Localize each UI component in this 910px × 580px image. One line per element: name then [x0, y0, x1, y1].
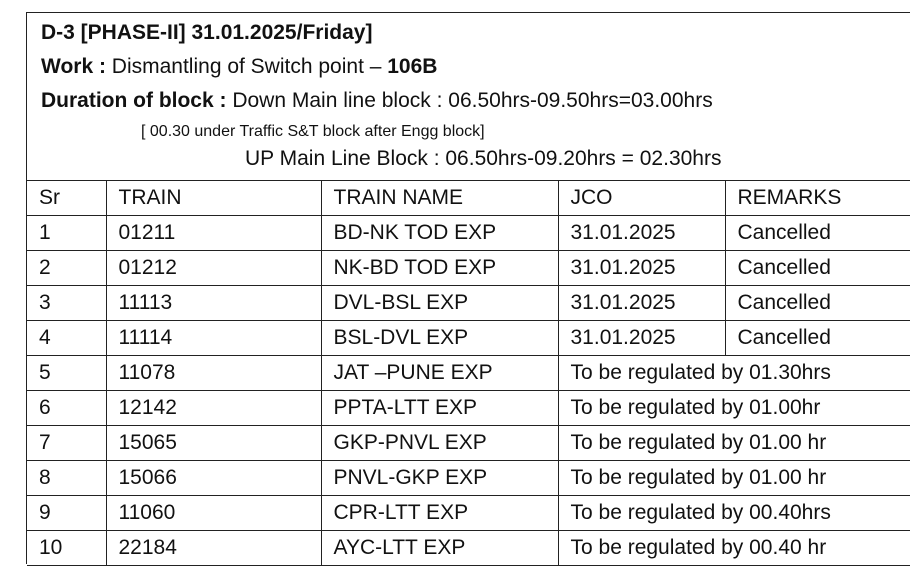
table-row	[27, 531, 910, 566]
cell-regulation: To be regulated by 00.40 hr	[558, 531, 910, 566]
table-row	[27, 251, 910, 286]
cell-regulation: To be regulated by 00.40hrs	[558, 496, 910, 531]
cell-train-name: NK-BD TOD EXP	[321, 251, 558, 286]
cell-sr: 8	[27, 461, 106, 496]
cell-sr: 3	[27, 286, 106, 321]
table-row	[27, 356, 910, 391]
cell-sr: 10	[27, 531, 106, 566]
document-title: D-3 [PHASE-II] 31.01.2025/Friday]	[41, 21, 373, 44]
duration-line	[41, 89, 713, 113]
cell-train: 11078	[106, 356, 321, 391]
cell-train: 01211	[106, 216, 321, 251]
block-note: [ 00.30 under Traffic S&T block after Engg block]	[141, 123, 485, 140]
block-notice-document	[26, 12, 910, 564]
cell-train-name: PNVL-GKP EXP	[321, 461, 558, 496]
work-label: Work :	[41, 55, 106, 78]
cell-remarks: Cancelled	[725, 321, 910, 356]
cell-regulation: To be regulated by 01.00 hr	[558, 461, 910, 496]
cell-regulation: To be regulated by 01.30hrs	[558, 356, 910, 391]
cell-sr: 1	[27, 216, 106, 251]
cell-jco: 31.01.2025	[558, 216, 725, 251]
table-row	[27, 426, 910, 461]
cell-jco: 31.01.2025	[558, 321, 725, 356]
cell-train-name: GKP-PNVL EXP	[321, 426, 558, 461]
col-header-train: TRAIN	[106, 181, 321, 216]
cell-regulation: To be regulated by 01.00hr	[558, 391, 910, 426]
duration-text: Down Main line block : 06.50hrs-09.50hrs=03.00hrs	[226, 89, 713, 112]
cell-train-name: JAT –PUNE EXP	[321, 356, 558, 391]
table-row	[27, 391, 910, 426]
col-header-jco: JCO	[558, 181, 725, 216]
up-line-block: UP Main Line Block : 06.50hrs-09.20hrs = 02.30hrs	[245, 147, 722, 170]
cell-sr: 9	[27, 496, 106, 531]
col-header-remarks: REMARKS	[725, 181, 910, 216]
cell-sr: 5	[27, 356, 106, 391]
cell-train-name: CPR-LTT EXP	[321, 496, 558, 531]
table-row	[27, 321, 910, 356]
cell-jco: 31.01.2025	[558, 286, 725, 321]
cell-remarks: Cancelled	[725, 216, 910, 251]
cell-train: 11114	[106, 321, 321, 356]
work-point: 106B	[387, 55, 438, 78]
cell-remarks: Cancelled	[725, 286, 910, 321]
col-header-train-name: TRAIN NAME	[321, 181, 558, 216]
cell-jco: 31.01.2025	[558, 251, 725, 286]
cell-train-name: BSL-DVL EXP	[321, 321, 558, 356]
cell-train-name: DVL-BSL EXP	[321, 286, 558, 321]
cell-sr: 6	[27, 391, 106, 426]
train-table	[27, 180, 910, 566]
cell-train: 11113	[106, 286, 321, 321]
cell-sr: 7	[27, 426, 106, 461]
cell-train: 12142	[106, 391, 321, 426]
cell-train: 11060	[106, 496, 321, 531]
cell-train-name: BD-NK TOD EXP	[321, 216, 558, 251]
table-row	[27, 216, 910, 251]
work-text: Dismantling of Switch point –	[105, 55, 388, 78]
cell-remarks: Cancelled	[725, 251, 910, 286]
table-header-row	[27, 181, 910, 216]
cell-sr: 4	[27, 321, 106, 356]
cell-train-name: AYC-LTT EXP	[321, 531, 558, 566]
duration-label: Duration of block :	[41, 89, 227, 112]
work-line	[41, 55, 437, 79]
table-row	[27, 461, 910, 496]
table-row	[27, 286, 910, 321]
table-row	[27, 496, 910, 531]
cell-train: 15065	[106, 426, 321, 461]
col-header-sr: Sr	[27, 181, 106, 216]
cell-sr: 2	[27, 251, 106, 286]
cell-train: 22184	[106, 531, 321, 566]
cell-train: 01212	[106, 251, 321, 286]
cell-train: 15066	[106, 461, 321, 496]
cell-train-name: PPTA-LTT EXP	[321, 391, 558, 426]
cell-regulation: To be regulated by 01.00 hr	[558, 426, 910, 461]
